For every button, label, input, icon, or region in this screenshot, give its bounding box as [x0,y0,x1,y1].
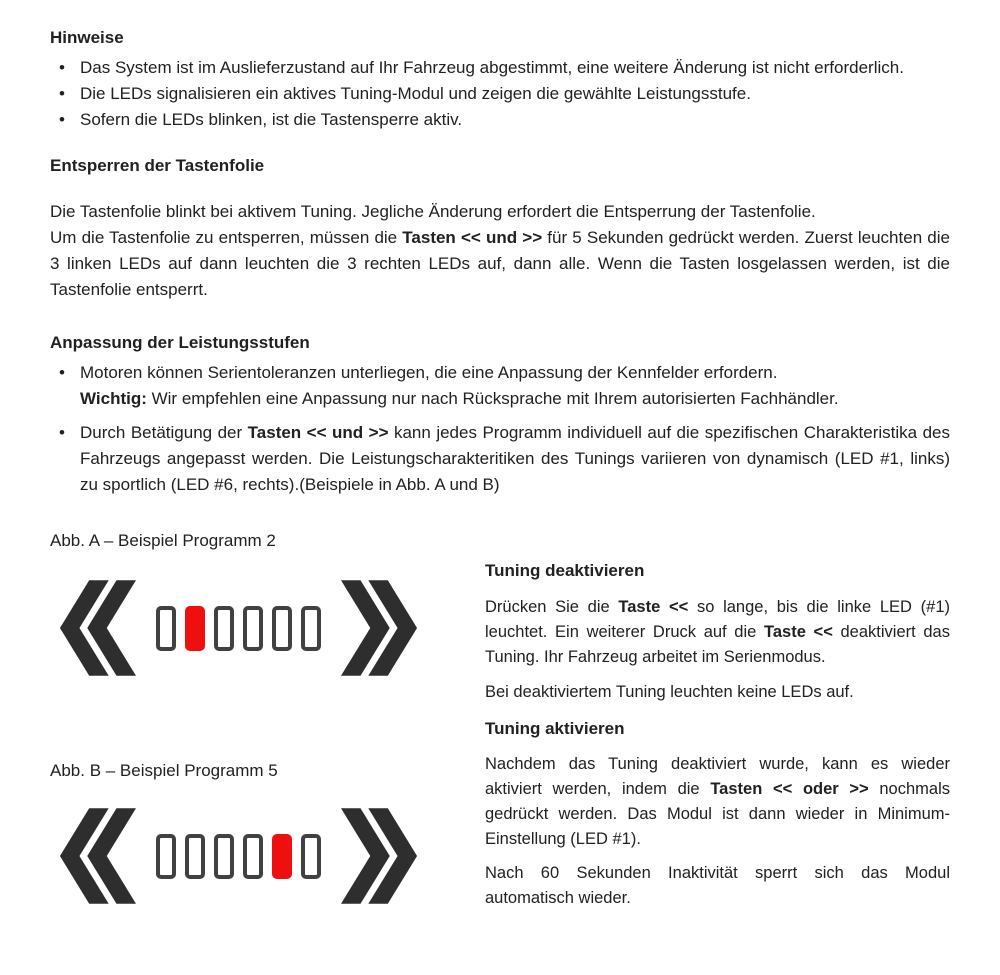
paragraph-aktivieren-2: Nach 60 Sekunden Inaktivität sperrt sich das Modul automatisch wieder. [485,864,950,907]
led-off [156,834,176,879]
list-item [50,420,950,498]
double-chevron-left-icon [58,580,136,676]
double-chevron-left-icon [58,808,136,904]
led-on [272,834,292,879]
figure-b-led-display [58,808,485,904]
figure-b-label: Abb. B – Beispiel Programm 5 [50,761,278,780]
led-strip [156,606,321,651]
bullet-text: Die LEDs signalisieren ein aktives Tuning-Modul und zeigen die gewählte Leistungsstufe. [80,84,751,103]
list-item [50,55,950,81]
instructions-column [485,528,950,911]
led-off [214,606,234,651]
figures-and-instructions [50,528,950,911]
led-off [156,606,176,651]
bullet-text: Sofern die LEDs blinken, ist die Tastensperre aktiv. [80,110,463,129]
hinweise-list [50,55,950,133]
section-entsperren [50,155,950,303]
section-title-anpassung: Anpassung der Leistungsstufen [50,333,310,352]
paragraph-aktivieren-1: Nachdem das Tuning deaktiviert wurde, kann es wieder aktiviert werden, indem die Tasten << oder >> nochmals gedrückt werden. Das Modul ist dann wieder in Minimum-Einstellung (LED #1). [485,755,950,848]
led-off [243,606,263,651]
section-title-tuning-deaktivieren: Tuning deaktivieren [485,561,645,580]
figure-a-led-display [58,580,485,676]
section-anpassung [50,332,950,498]
paragraph-deaktivieren-1: Drücken Sie die Taste << so lange, bis die linke LED (#1) leuchtet. Ein weiterer Druck auf die Taste << deaktiviert das Tuning. Ihr Fahrzeug arbeitet im Serienmodus. [485,598,951,666]
section-title-tuning-aktivieren: Tuning aktivieren [485,719,625,738]
figures-column [50,528,485,911]
bullet-text: Das System ist im Auslieferzustand auf Ihr Fahrzeug abgestimmt, eine weitere Änderung ist nicht erforderlich. [80,58,904,77]
bullet-text: Motoren können Serientoleranzen unterliegen, die eine Anpassung der Kennfelder erfordern. Wichtig: Wir empfehlen eine Anpassung nur nach Rücksprache mit Ihrem autorisierten Fachhändler. [80,363,839,408]
section-title-entsperren: Entsperren der Tastenfolie [50,156,265,175]
anpassung-list [50,360,950,498]
led-on [185,606,205,651]
figure-a-label: Abb. A – Beispiel Programm 2 [50,531,276,550]
led-off [185,834,205,879]
led-strip [156,834,321,879]
double-chevron-right-icon [341,808,419,904]
list-item [50,107,950,133]
led-off [301,606,321,651]
section-title-hinweise: Hinweise [50,28,124,47]
led-off [214,834,234,879]
led-off [272,606,292,651]
paragraph-entsperren: Die Tastenfolie blinkt bei aktivem Tuning. Jegliche Änderung erfordert die Entsperrung der Tastenfolie. Um die Tastenfolie zu entsperren, müssen die Tasten << und >> für 5 Sekunden gedrückt werden. Zuerst leuchten die 3 linken LEDs auf dann leuchten die 3 rechten LEDs auf, dann alle. Wenn die Tasten losgelassen werden, ist die Tastenfolie entsperrt. [50,202,950,299]
list-item [50,81,950,107]
section-hinweise [50,27,950,133]
list-item [50,360,950,412]
paragraph-deaktivieren-2: Bei deaktiviertem Tuning leuchten keine LEDs auf. [485,683,854,701]
double-chevron-right-icon [341,580,419,676]
led-off [243,834,263,879]
bullet-text: Durch Betätigung der Tasten << und >> kann jedes Programm individuell auf die spezifischen Charakteristika des Fahrzeugs angepasst werden. Die Leistungscharakteritiken des Tunings variieren von dynamisch (LED #1, links) zu sportlich (LED #6, rechts).(Beispiele in Abb. A und B) [80,423,950,494]
led-off [301,834,321,879]
